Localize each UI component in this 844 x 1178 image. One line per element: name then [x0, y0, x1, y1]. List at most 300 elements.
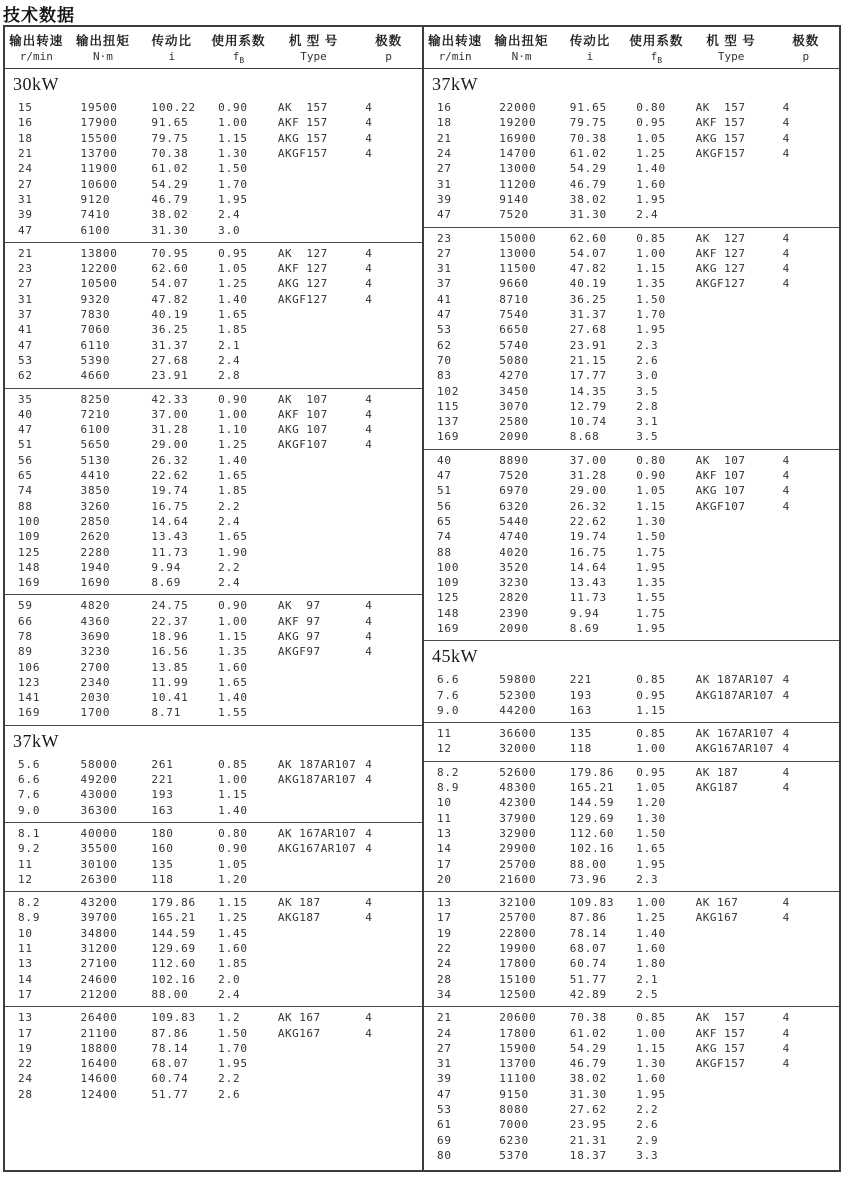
cell-poles [773, 1102, 839, 1117]
cell-type [690, 1148, 773, 1163]
cell-ratio: 31.37 [569, 308, 607, 322]
cell-output-speed: 10 [18, 926, 33, 940]
cell-ratio: 163 [569, 703, 593, 717]
cell-poles [773, 307, 839, 322]
cell-output-torque: 15000 [499, 231, 537, 245]
cell-type: AKG 107 [277, 423, 328, 437]
cell-output-torque: 49200 [80, 773, 118, 787]
table-row [5, 545, 422, 560]
cell-output-speed: 8.9 [437, 781, 460, 795]
cell-ratio: 10.41 [151, 691, 189, 705]
cell-output-speed: 88 [437, 545, 452, 559]
cell-output-speed: 21 [18, 147, 33, 161]
cell-type [690, 514, 773, 529]
cell-output-speed: 8.2 [437, 765, 460, 779]
table-row [424, 399, 839, 414]
cell-output-speed: 74 [437, 530, 452, 544]
table-row [5, 841, 422, 856]
cell-output-torque: 26400 [80, 1011, 118, 1025]
cell-service-factor: 1.95 [636, 560, 666, 574]
cell-poles [355, 1087, 422, 1102]
cell-ratio: 79.75 [569, 116, 607, 130]
cell-output-speed: 6.6 [437, 673, 460, 687]
cell-poles [355, 514, 422, 529]
table-row [5, 131, 422, 146]
cell-service-factor: 0.95 [636, 688, 666, 702]
cell-poles [355, 338, 422, 353]
table-row [5, 926, 422, 941]
cell-output-torque: 9150 [499, 1087, 529, 1101]
table-row [424, 606, 839, 621]
section-title: 37kW [432, 74, 478, 95]
cell-type [272, 483, 355, 498]
cell-poles: 4 [365, 262, 373, 276]
cell-output-speed: 65 [18, 469, 33, 483]
cell-poles: 4 [365, 757, 373, 771]
cell-output-speed: 109 [437, 576, 460, 590]
cell-output-torque: 2030 [80, 691, 111, 705]
cell-service-factor: 2.0 [218, 972, 241, 986]
table-row [424, 1102, 839, 1117]
cell-service-factor: 1.60 [636, 1072, 666, 1086]
cell-poles [355, 368, 422, 383]
cell-output-torque: 25700 [499, 857, 537, 871]
cell-ratio: 17.77 [569, 369, 607, 383]
cell-ratio: 9.94 [151, 560, 182, 574]
cell-output-speed: 169 [437, 430, 460, 444]
cell-poles: 4 [365, 246, 373, 260]
cell-output-speed: 56 [18, 453, 33, 467]
cell-poles [773, 1117, 839, 1132]
cell-type [690, 926, 773, 941]
cell-output-speed: 100 [18, 514, 41, 528]
table-row [5, 895, 422, 910]
cell-service-factor: 0.90 [218, 101, 248, 115]
cell-ratio: 180 [151, 826, 174, 840]
cell-ratio: 129.69 [151, 942, 196, 956]
cell-ratio: 68.07 [151, 1057, 189, 1071]
cell-type [690, 161, 773, 176]
cell-output-speed: 31 [18, 292, 33, 306]
cell-type [690, 972, 773, 987]
cell-service-factor: 2.2 [218, 1072, 241, 1086]
cell-output-speed: 21 [437, 1011, 452, 1025]
cell-service-factor: 1.65 [636, 842, 666, 856]
cell-ratio: 40.19 [151, 308, 189, 322]
cell-ratio: 61.02 [151, 162, 189, 176]
cell-type [690, 956, 773, 971]
cell-poles [355, 529, 422, 544]
cell-poles: 4 [365, 911, 373, 925]
cell-ratio: 46.79 [151, 192, 189, 206]
cell-output-torque: 58000 [80, 757, 118, 771]
cell-poles: 4 [365, 392, 373, 406]
data-block [424, 227, 839, 449]
table-row [424, 857, 839, 872]
cell-service-factor: 2.4 [218, 208, 241, 222]
cell-output-torque: 5650 [80, 438, 111, 452]
table-row [5, 757, 422, 772]
table-row [424, 384, 839, 399]
cell-ratio: 102.16 [151, 972, 196, 986]
cell-ratio: 11.99 [151, 675, 189, 689]
cell-output-torque: 7060 [80, 323, 111, 337]
cell-poles [773, 292, 839, 307]
header-unit-sub: B [657, 56, 663, 66]
table-row [5, 322, 422, 337]
cell-type: AK 187AR107 [277, 757, 357, 771]
cell-service-factor: 2.4 [218, 987, 241, 1001]
cell-type: AK 157 [277, 101, 328, 115]
cell-ratio: 112.60 [151, 957, 196, 971]
cell-output-torque: 1700 [80, 706, 111, 720]
cell-output-speed: 14 [437, 842, 452, 856]
cell-type [272, 987, 355, 1002]
cell-output-torque: 2090 [499, 430, 529, 444]
power-section [424, 69, 839, 640]
cell-ratio: 8.69 [151, 576, 182, 590]
table-row [424, 246, 839, 261]
cell-output-speed: 16 [18, 116, 33, 130]
cell-type [690, 590, 773, 605]
cell-service-factor: 1.40 [218, 292, 248, 306]
cell-service-factor: 1.55 [218, 706, 248, 720]
cell-service-factor: 3.0 [218, 223, 241, 237]
cell-ratio: 118 [151, 872, 174, 886]
header-label: 使用系数 [211, 34, 266, 48]
cell-ratio: 78.14 [151, 1041, 189, 1055]
header-unit: i [168, 50, 176, 63]
cell-ratio: 46.79 [569, 177, 607, 191]
cell-ratio: 60.74 [569, 957, 607, 971]
cell-service-factor: 1.85 [218, 323, 248, 337]
cell-service-factor: 1.50 [636, 826, 666, 840]
cell-output-speed: 137 [437, 415, 460, 429]
cell-poles [773, 841, 839, 856]
cell-output-speed: 39 [437, 192, 452, 206]
cell-output-speed: 47 [18, 223, 33, 237]
table-row [424, 429, 839, 444]
cell-output-torque: 29900 [499, 842, 537, 856]
cell-ratio: 29.00 [151, 438, 189, 452]
cell-output-speed: 47 [437, 208, 452, 222]
cell-output-speed: 27 [437, 246, 452, 260]
cell-output-torque: 6650 [499, 323, 529, 337]
cell-type [272, 705, 355, 720]
cell-ratio: 13.43 [151, 530, 189, 544]
cell-service-factor: 0.85 [218, 757, 248, 771]
table-row [424, 688, 839, 703]
cell-ratio: 165.21 [569, 781, 615, 795]
table-row [5, 675, 422, 690]
data-block [5, 594, 422, 724]
data-block [424, 761, 839, 891]
cell-output-speed: 9.0 [18, 803, 41, 817]
cell-output-torque: 2820 [499, 591, 529, 605]
data-block [424, 97, 839, 226]
cell-type: AKF 127 [695, 246, 746, 260]
cell-service-factor: 2.4 [218, 576, 241, 590]
cell-type [272, 322, 355, 337]
table-row [5, 453, 422, 468]
table-row [424, 741, 839, 756]
table-row [5, 910, 422, 925]
cell-poles: 4 [365, 826, 373, 840]
cell-ratio: 68.07 [569, 942, 607, 956]
cell-type: AKGF157 [277, 147, 328, 161]
header-cell-1 [68, 31, 139, 65]
cell-output-speed: 125 [18, 545, 41, 559]
table-row [424, 322, 839, 337]
cell-output-torque: 6230 [499, 1133, 529, 1147]
table-row [5, 261, 422, 276]
cell-poles [773, 872, 839, 887]
cell-output-torque: 42300 [499, 796, 537, 810]
cell-output-speed: 8.2 [18, 896, 41, 910]
cell-service-factor: 0.90 [218, 392, 248, 406]
cell-output-speed: 115 [437, 399, 460, 413]
cell-output-torque: 43000 [80, 788, 118, 802]
cell-type [690, 941, 773, 956]
cell-output-torque: 15900 [499, 1041, 537, 1055]
cell-output-speed: 9.0 [437, 703, 460, 717]
cell-output-torque: 26300 [80, 872, 118, 886]
table-row [5, 660, 422, 675]
cell-service-factor: 1.15 [218, 629, 248, 643]
cell-service-factor: 2.3 [636, 872, 659, 886]
header-label: 输出扭矩 [75, 34, 130, 48]
header-label: 输出扭矩 [494, 34, 549, 48]
cell-service-factor: 0.85 [636, 1011, 666, 1025]
cell-poles [773, 322, 839, 337]
cell-service-factor: 2.2 [218, 499, 241, 513]
cell-output-speed: 56 [437, 499, 452, 513]
cell-service-factor: 1.85 [218, 957, 248, 971]
cell-ratio: 78.14 [569, 926, 607, 940]
cell-poles [773, 429, 839, 444]
cell-ratio: 8.68 [569, 430, 600, 444]
cell-output-torque: 22800 [499, 926, 537, 940]
cell-poles [355, 941, 422, 956]
header-label: 输出转速 [9, 34, 64, 48]
table-row [424, 956, 839, 971]
cell-type: AKG 97 [277, 629, 321, 643]
table-row [5, 772, 422, 787]
cell-type: AKG167AR107 [695, 742, 774, 756]
cell-type: AKG 107 [695, 484, 746, 498]
cell-output-speed: 40 [18, 407, 33, 421]
cell-output-speed: 31 [437, 177, 452, 191]
cell-ratio: 70.38 [151, 147, 189, 161]
table-row [424, 765, 839, 780]
cell-service-factor: 1.95 [636, 323, 666, 337]
table-row [5, 803, 422, 818]
cell-service-factor: 1.05 [636, 781, 666, 795]
power-section [5, 69, 422, 725]
header-cell-0 [5, 31, 68, 65]
cell-output-speed: 169 [18, 576, 41, 590]
cell-output-speed: 66 [18, 614, 33, 628]
cell-ratio: 163 [151, 803, 174, 817]
table-row [424, 1087, 839, 1102]
cell-output-speed: 35 [18, 392, 33, 406]
cell-service-factor: 1.70 [636, 308, 666, 322]
cell-output-speed: 23 [437, 231, 452, 245]
table-row [5, 629, 422, 644]
table-row [5, 560, 422, 575]
cell-poles [355, 803, 422, 818]
table-row [5, 514, 422, 529]
cell-output-torque: 8890 [499, 453, 529, 467]
cell-type [272, 499, 355, 514]
cell-type [690, 307, 773, 322]
column-header [5, 27, 422, 69]
cell-type: AKF 107 [277, 407, 328, 421]
cell-output-torque: 3070 [499, 399, 529, 413]
cell-type [690, 414, 773, 429]
cell-output-speed: 11 [437, 811, 452, 825]
cell-output-speed: 11 [437, 727, 452, 741]
cell-ratio: 13.43 [569, 576, 607, 590]
table-row [424, 672, 839, 687]
cell-type: AK 157 [695, 1011, 746, 1025]
cell-poles [773, 353, 839, 368]
cell-type: AK 187 [277, 896, 321, 910]
table-row [5, 246, 422, 261]
cell-service-factor: 1.05 [636, 484, 666, 498]
cell-output-torque: 12200 [80, 262, 118, 276]
cell-ratio: 54.29 [151, 177, 189, 191]
cell-ratio: 37.00 [569, 453, 607, 467]
cell-ratio: 179.86 [151, 896, 196, 910]
cell-ratio: 12.79 [569, 399, 607, 413]
cell-ratio: 23.95 [569, 1118, 607, 1132]
cell-service-factor: 1.45 [218, 926, 248, 940]
cell-output-speed: 8.9 [18, 911, 41, 925]
cell-ratio: 91.65 [569, 101, 607, 115]
cell-ratio: 27.68 [569, 323, 607, 337]
cell-service-factor: 2.6 [636, 1118, 659, 1132]
cell-output-torque: 59800 [499, 673, 537, 687]
column-header [424, 27, 839, 69]
data-block [424, 722, 839, 761]
cell-output-speed: 13 [437, 826, 452, 840]
cell-output-torque: 8250 [80, 392, 111, 406]
cell-type: AKF 107 [695, 469, 746, 483]
cell-output-speed: 19 [437, 926, 452, 940]
cell-output-speed: 18 [437, 116, 452, 130]
table-row [424, 795, 839, 810]
table-row [5, 1056, 422, 1071]
cell-service-factor: 2.1 [636, 972, 659, 986]
cell-type [690, 1117, 773, 1132]
cell-service-factor: 1.20 [636, 796, 666, 810]
cell-ratio: 61.02 [569, 1026, 607, 1040]
table-row [424, 703, 839, 718]
cell-ratio: 23.91 [151, 369, 189, 383]
table-row [5, 307, 422, 322]
cell-ratio: 38.02 [569, 192, 607, 206]
cell-service-factor: 1.50 [636, 292, 666, 306]
cell-service-factor: 1.30 [636, 514, 666, 528]
data-block [5, 822, 422, 891]
cell-type [690, 177, 773, 192]
header-unit: r/min [438, 50, 472, 63]
cell-poles: 4 [782, 469, 791, 483]
cell-poles [355, 353, 422, 368]
cell-type [272, 161, 355, 176]
cell-service-factor: 1.2 [218, 1011, 241, 1025]
cell-poles [773, 972, 839, 987]
table-row [5, 826, 422, 841]
cell-output-torque: 17800 [499, 957, 537, 971]
cell-ratio: 62.60 [151, 262, 189, 276]
cell-service-factor: 0.90 [218, 842, 248, 856]
cell-service-factor: 1.85 [218, 484, 248, 498]
cell-poles [355, 192, 422, 207]
cell-service-factor: 1.05 [218, 262, 248, 276]
cell-output-torque: 12400 [80, 1087, 118, 1101]
table-row [424, 261, 839, 276]
data-block [424, 449, 839, 641]
cell-type [272, 1056, 355, 1071]
table-row [5, 857, 422, 872]
header-label: 机 型 号 [706, 34, 756, 48]
cell-service-factor: 1.90 [218, 545, 248, 559]
cell-ratio: 91.65 [151, 116, 189, 130]
cell-output-torque: 32100 [499, 896, 537, 910]
table-row [424, 338, 839, 353]
cell-output-speed: 65 [437, 514, 452, 528]
cell-output-torque: 17900 [80, 116, 118, 130]
cell-poles: 4 [782, 101, 791, 115]
cell-ratio: 60.74 [151, 1072, 189, 1086]
cell-type [690, 621, 773, 636]
cell-ratio: 221 [151, 773, 174, 787]
cell-poles: 4 [782, 147, 791, 161]
cell-output-torque: 6100 [80, 423, 111, 437]
cell-poles [773, 545, 839, 560]
cell-type [272, 353, 355, 368]
cell-service-factor: 2.6 [218, 1087, 241, 1101]
table-row [424, 910, 839, 925]
cell-output-speed: 51 [437, 484, 452, 498]
cell-service-factor: 1.60 [218, 660, 248, 674]
cell-output-speed: 23 [18, 262, 33, 276]
cell-output-torque: 8710 [499, 292, 529, 306]
cell-poles [355, 322, 422, 337]
cell-ratio: 193 [151, 788, 174, 802]
cell-output-torque: 3520 [499, 560, 529, 574]
cell-output-speed: 11 [18, 942, 33, 956]
cell-output-speed: 5.6 [18, 757, 41, 771]
cell-output-torque: 5440 [499, 514, 529, 528]
cell-ratio: 38.02 [151, 208, 189, 222]
cell-poles [355, 926, 422, 941]
cell-service-factor: 1.05 [636, 131, 666, 145]
cell-type: AK 157 [695, 101, 746, 115]
cell-poles: 4 [782, 1057, 791, 1071]
cell-output-torque: 36300 [80, 803, 118, 817]
cell-poles [773, 414, 839, 429]
cell-output-torque: 1690 [80, 576, 111, 590]
cell-output-torque: 15100 [499, 972, 537, 986]
cell-type: AK 167AR107 [277, 826, 357, 840]
cell-type [272, 575, 355, 590]
cell-poles [773, 384, 839, 399]
cell-poles [773, 811, 839, 826]
table-row [5, 100, 422, 115]
